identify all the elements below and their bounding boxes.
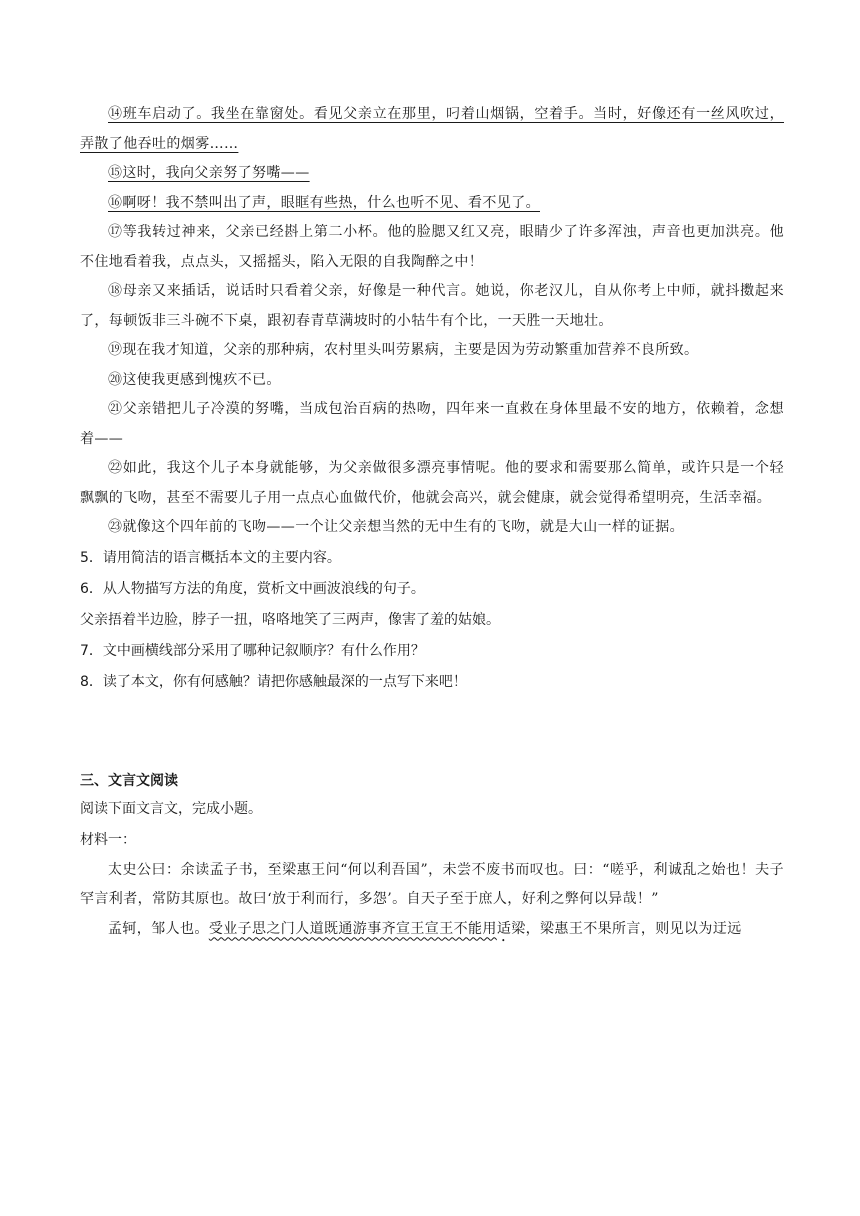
paragraph-19: ⑲现在我才知道，父亲的那种病，农村里头叫劳累病，主要是因为劳动繁重加营养不良所致。	[108, 342, 699, 358]
question-8: 8．读了本文，你有何感触？请把你感触最深的一点写下来吧！	[80, 673, 467, 690]
text-segment: 梁，梁惠王不果所言，则见以为迂远	[511, 920, 742, 937]
paragraph-16	[80, 189, 784, 219]
question-6: 6．从人物描写方法的角度，赏析文中画波浪线的句子。	[80, 580, 425, 597]
paragraph-21: ㉑父亲错把儿子冷漠的努嘴，当成包治百病的热吻，四年来一直救在身体里最不安的地方，依赖着，念想着——	[80, 401, 784, 447]
paragraph-20: ⑳这使我更感到愧疚不已。	[108, 371, 281, 388]
material-label: 材料一：	[80, 831, 136, 848]
material-1-paragraph-2	[80, 915, 784, 945]
material-1-paragraph-1: 太史公曰：余读孟子书，至梁惠王问“何以利吾国”，未尝不废书而叹也。曰：“嗟乎，利诚乱之始也！夫子罕言利者，常防其原也。故曰‘放于利而行，多怨’。自天子至于庶人，好利之弊何以异哉！”	[80, 861, 784, 907]
paragraph-15	[80, 159, 784, 189]
underlined-text: ⑭班车启动了。我坐在靠窗处。看见父亲立在那里，叼着山烟锅，空着手。当时，好像还有一丝风吹过，弄散了他吞吐的烟雾……	[80, 106, 784, 152]
wavy-underlined-text: 受业子思之门人道既通游事齐宣王宣王不能用	[208, 920, 497, 937]
underlined-text: ⑯啊呀！我不禁叫出了声，眼眶有些热，什么也听不见、看不见了。	[108, 194, 540, 211]
section-spacer	[80, 698, 784, 760]
text-segment: 孟轲，邹人也。	[108, 920, 209, 937]
paragraph-14	[80, 100, 784, 159]
question-7: 7．文中画横线部分采用了哪种记叙顺序？有什么作用？	[80, 642, 425, 659]
paragraph-23: ㉓就像这个四年前的飞吻——一个让父亲想当然的无中生有的飞吻，就是大山一样的证据。	[108, 519, 684, 535]
section-3-title: 三、文言文阅读	[80, 772, 178, 789]
paragraph-18: ⑱母亲又来插话，说话时只看着父亲，好像是一种代言。她说，你老汉儿，自从你考上中师，就抖擞起来了，每顿饭非三斗碗不下桌，跟初春青草满坡时的小牯牛有个比，一天胜一天地壮。	[80, 283, 784, 329]
paragraph-17: ⑰等我转过神来，父亲已经斟上第二小杯。他的脸腮又红又亮，眼睛少了许多浑浊，声音也更加洪亮。他不住地看着我，点点头，又摇摇头，陷入无限的自我陶醉之中！	[80, 224, 784, 270]
section-3-instruction: 阅读下面文言文，完成小题。	[80, 800, 262, 817]
document-page	[80, 100, 784, 945]
underlined-text: ⑮这时，我向父亲努了努嘴——	[108, 165, 310, 181]
dotted-emphasis-text: 适	[496, 920, 512, 937]
question-5: 5．请用简洁的语言概括本文的主要内容。	[80, 549, 341, 566]
paragraph-22: ㉒如此，我这个儿子本身就能够，为父亲做很多漂亮事情呢。他的要求和需要那么简单，或许只是一个轻飘飘的飞吻，甚至不需要儿子用一点点心血做代价，他就会高兴，就会健康，就会觉得希望明亮，生活幸福。	[80, 460, 784, 506]
question-6-quote: 父亲捂着半边脸，脖子一扭，咯咯地笑了三两声，像害了羞的姑娘。	[80, 611, 500, 628]
